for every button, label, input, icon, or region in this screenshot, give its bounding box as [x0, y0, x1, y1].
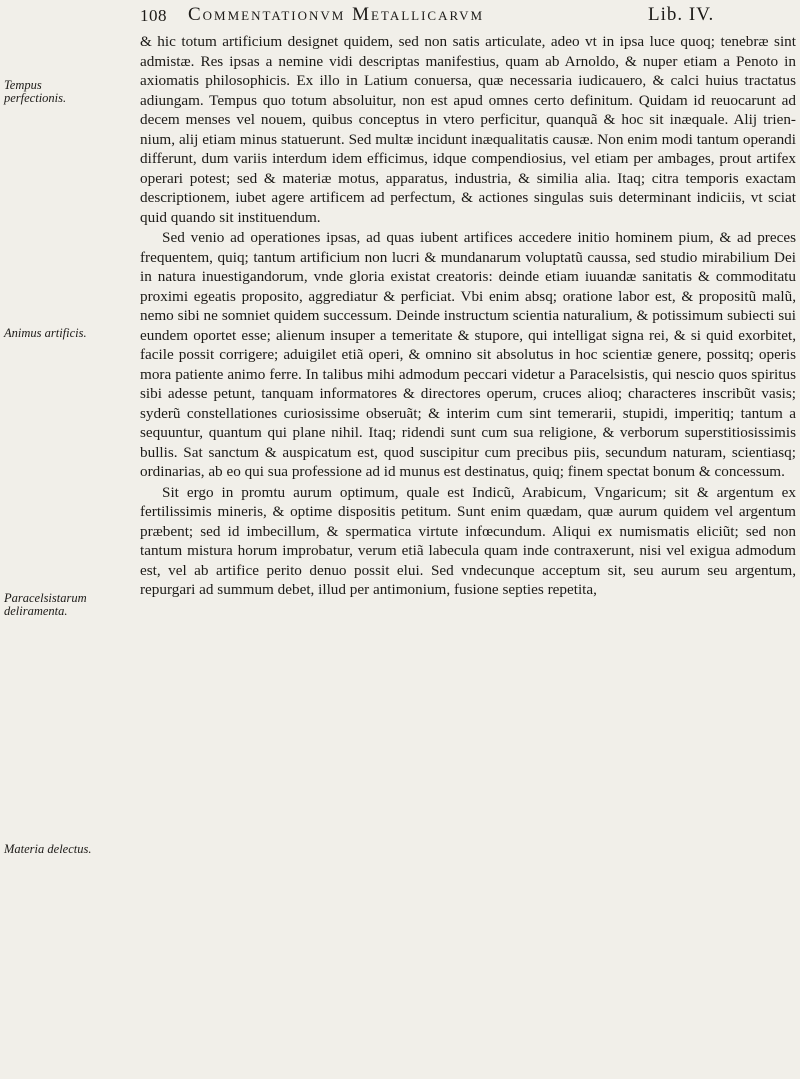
running-header: [140, 4, 790, 30]
page-number: 108: [140, 6, 167, 25]
paragraph-operationes: Sed venio ad operationes ipsas, ad quas iubent artifices accedere initio hominem pium, & ad preces frequentem, quiq; tantum artificium non lucri & mundanarum voluptatũ caussa, sed studio mirabilium Dei in natura inuestigandorum, vnde gloria existat creatoris: deinde etiam iuuandæ sanitatis & commoditatu proximi egeatis proposito, aggrediatur & perficiat. Vbi enim absq; oratione labor est, & propositũ malũ, nemo sibi ne somniet quidem successum. Deinde instructum scientia naturalium, & potissimum subiecti sui eundem oportet esse; alienum insuper a temeritate & stupore, qui intelligat signa rei, & si quid exorbitet, facile possit corrigere; aduigilet etiã operi, & omnino sit absolutus in hoc scientiæ genere, possitq; operis mora patiente animo ferre. In talibus mihi admodum peccari videtur a Paracelsistis, qui nescio quos spiritus sibi adesse petunt, tanquam informatores & directores operum, cruces alioq; characteres inscribũt vasis; syderũ constellationes curiosissime obseruãt; & interim cum sint temerarii, stupidi, imperitiq; tantum a sequuntur, quantum qui plane nihil. Itaq; ridendi sunt cum sua religione, & verborum superstitiosissimis bullis. Sat sanctum & auspicatum est, quod suscipitur cum precibus piis, secundum naturam, scientiasq; ordinarias, ab eo qui sua professione ad id munus est destinatus, quiq; finem spectat bonum & concessum.: [140, 229, 796, 480]
paragraph-tempus: & hic totum artificium designet quidem, sed non satis articulate, adeo vt in ipsa luce quoq; tenebræ sint admistæ. Res ipsas a nemine vidi descriptas manifestius, quam ab Arnoldo, & nuper etiam a Penoto in axiomatis philosophicis. Ex illo in Latium conuersa, quæ necessaria iudicauero, & calci huius tractatus adiungam. Tempus quo totum absoluitur, non est apud omnes certo definitum. Quidam id reuocarunt ad decem menses vel nouem, quibus conceptus in vtero perficitur, quanquã & hoc sit inæquale. Alij trien-nium, alij etiam minus statuerunt. Sed multæ incidunt inæqualitatis causæ. Non enim modi tantum operandi differunt, dum variis interdum idem efficimus, idque compendiosius, vel etiam per ambages, prout artifex operari potest; sed & materiæ motus, apparatus, industria, & similia alia. Itaq; citra temporis exactam descriptionem, iubet agere artificem ad perfectum, & actiones singulas suis determinant indiciis, vt sciat quid quando sit instituendum.: [140, 33, 796, 226]
book-number: Lib. IV.: [648, 4, 715, 25]
body-text: [140, 32, 796, 601]
margin-note-paracelsistarum: Paracelsistarum deliramenta.: [4, 591, 87, 618]
margin-note-materia: Materia delectus.: [4, 842, 92, 856]
margin-note-animus: Animus artificis.: [4, 326, 87, 340]
running-title: Commentationvm Metallicarvm: [188, 4, 485, 25]
margin-note-tempus: Tempus perfectionis.: [4, 78, 67, 105]
paragraph-materia: Sit ergo in promtu aurum optimum, quale est Indicũ, Arabicum, Vngaricum; sit & argentum ex fertilissimis mineris, & optime dispositis petitum. Sunt enim quædam, quæ aurum quidem vel argentum præbent; sed id imbecillum, & spermatica virtute infœcundum. Aliqui ex numismatis eliciũt; sed non tantum mistura horum improbatur, verum etiã labecula quam inde contraxerunt, nisi vel exigua admodum est, vel ab artifice perito denuo possit elui. Sed vndecunque acceptum sit, seu aurum seu argentum, repurgari ad summum debet, illud per antimonium, fusione septies repetita,: [140, 483, 796, 598]
